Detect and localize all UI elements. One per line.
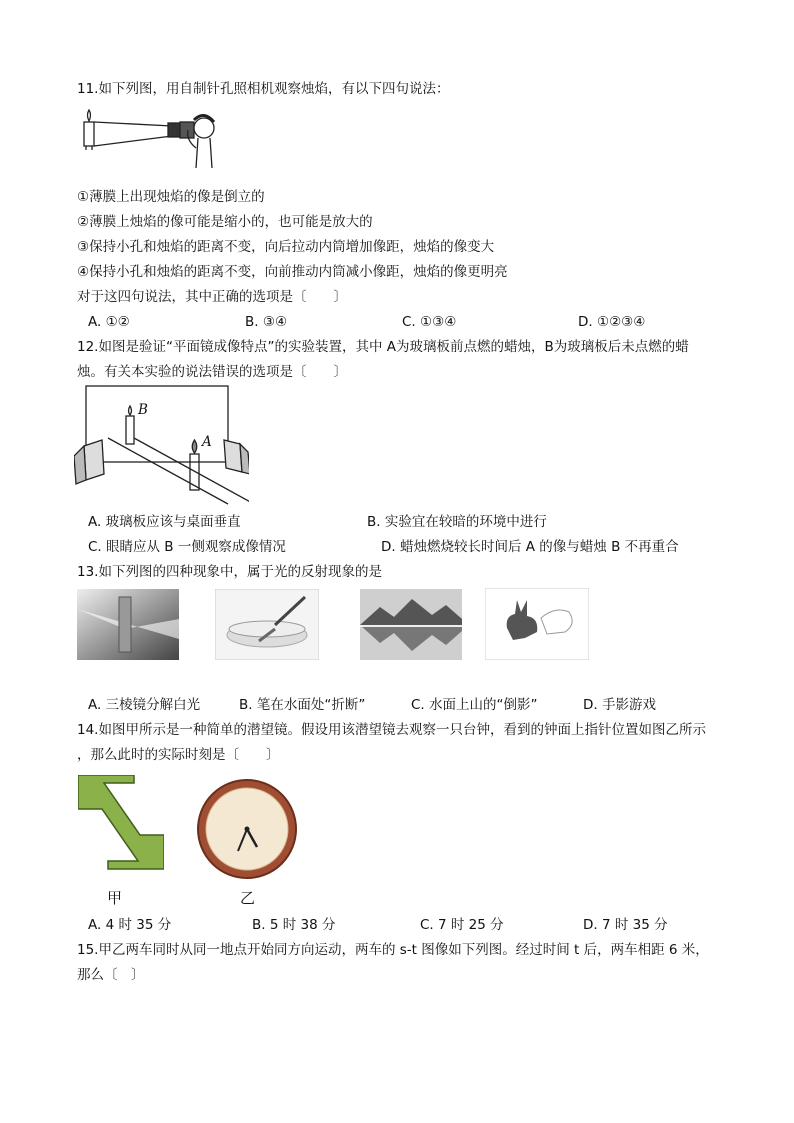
label-a: A (202, 434, 212, 450)
q13-stem: 13.如下列图的四种现象中，属于光的反射现象的是 (77, 564, 382, 580)
q13-option-a: A. 三棱镜分解白光 (88, 697, 201, 713)
fig-label-jia: 甲 (107, 889, 123, 907)
q12-option-d: D. 蜡烛燃烧较长时间后 A 的像与蜡烛 B 不再重合 (381, 539, 679, 555)
q13-option-c: C. 水面上山的“倒影” (411, 697, 538, 713)
q15-stem-line1: 15.甲乙两车同时从同一地点开始同方向运动，两车的 s-t 图像如下列图。经过时间 t 后，两车相距 6 米， (77, 942, 709, 958)
label-b: B (138, 402, 148, 418)
pen-in-water-photo (215, 589, 319, 660)
q13-option-d: D. 手影游戏 (583, 697, 656, 713)
q14-option-b: B. 5 时 38 分 (252, 917, 336, 933)
q11-option-c: C. ①③④ (402, 314, 457, 330)
q12-stem-line1: 12.如图是验证“平面镜成像特点”的实验装置，其中 A为玻璃板前点燃的蜡烛，B为玻璃板后未点燃的蜡 (77, 339, 689, 355)
q11-option-d: D. ①②③④ (578, 314, 646, 330)
q11-statement-2: ②薄膜上烛焰的像可能是缩小的，也可能是放大的 (77, 214, 373, 230)
clock-figure (196, 778, 298, 880)
q14-option-a: A. 4 时 35 分 (88, 917, 172, 933)
q12-option-c: C. 眼睛应从 B 一侧观察成像情况 (88, 539, 286, 555)
q11-question: 对于这四句说法，其中正确的选项是〔 〕 (77, 289, 347, 305)
q14-stem-line1: 14.如图甲所示是一种简单的潜望镜。假设用该潜望镜去观察一只台钟，看到的钟面上指针位置如图乙所示 (77, 722, 706, 738)
fig-label-yi: 乙 (240, 889, 256, 907)
prism-photo (77, 589, 179, 660)
hand-shadow-photo (485, 588, 589, 660)
q14-option-d: D. 7 时 35 分 (583, 917, 668, 933)
q11-option-a: A. ①② (88, 314, 130, 330)
q14-stem-line2: ，那么此时的实际时刻是〔 〕 (77, 747, 280, 763)
q13-option-b: B. 笔在水面处“折断” (239, 697, 366, 713)
candle-body (84, 122, 94, 146)
q14-option-c: C. 7 时 25 分 (420, 917, 504, 933)
candle-flame (88, 110, 91, 121)
candle-b (126, 416, 134, 444)
q11-statement-4: ④保持小孔和烛焰的距离不变，向前推动内筒减小像距，烛焰的像更明亮 (77, 264, 508, 280)
q11-stem: 11.如下列图，用自制针孔照相机观察烛焰，有以下四句说法： (77, 81, 450, 97)
pinhole-camera-figure (80, 108, 220, 180)
q12-stem-line2: 烛。有关本实验的说法错误的选项是〔 〕 (77, 364, 347, 380)
q11-option-b: B. ③④ (245, 314, 288, 330)
q11-statement-1: ①薄膜上出现烛焰的像是倒立的 (77, 189, 265, 205)
q12-option-a: A. 玻璃板应该与桌面垂直 (88, 514, 241, 530)
periscope-figure (78, 775, 164, 871)
mountain-reflection-photo (360, 589, 462, 660)
mirror-experiment-figure (74, 384, 249, 506)
q11-statement-3: ③保持小孔和烛焰的距离不变，向后拉动内筒增加像距，烛焰的像变大 (77, 239, 495, 255)
q15-stem-line2: 那么〔 〕 (77, 967, 145, 983)
q12-option-b: B. 实验宜在较暗的环境中进行 (367, 514, 547, 530)
